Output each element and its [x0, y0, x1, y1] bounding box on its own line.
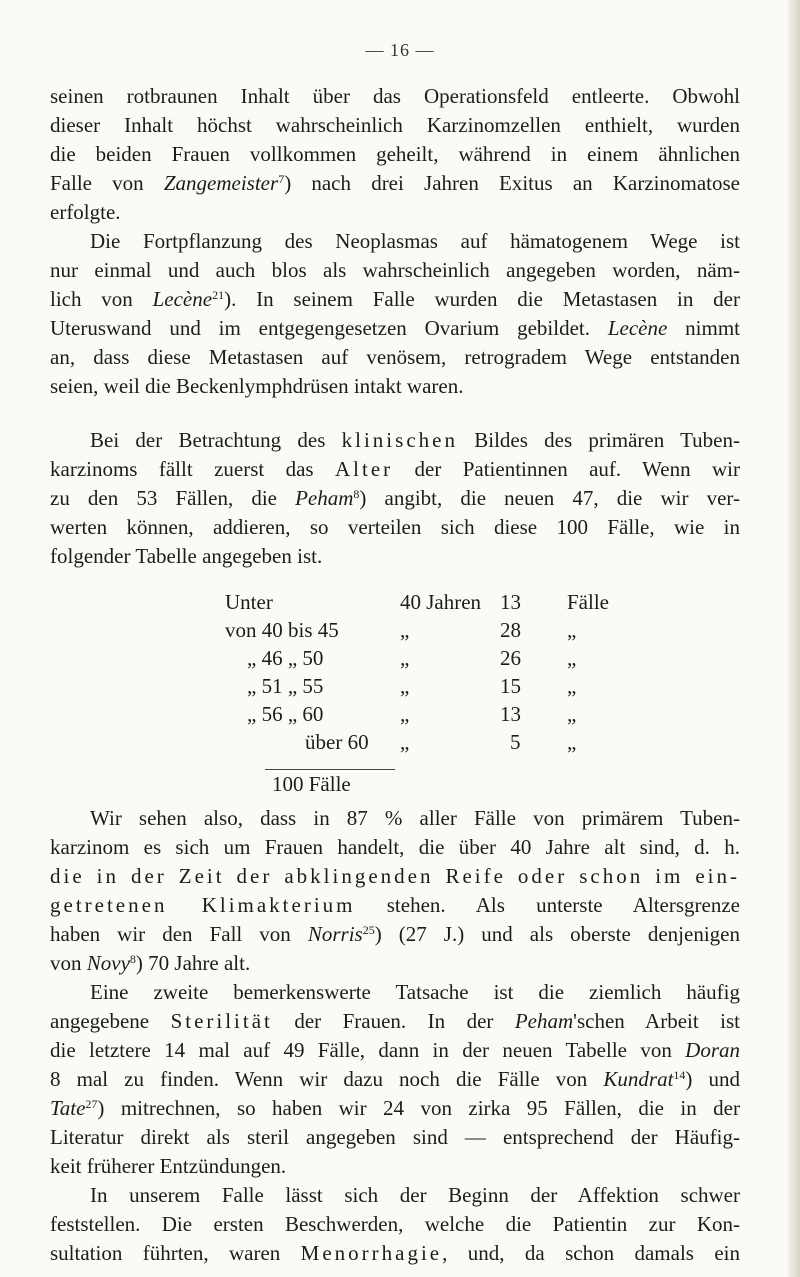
author-name: Peham [295, 486, 354, 510]
spaced-emphasis: getretenen Klimakterium [50, 893, 356, 917]
age-range-cell: von 40 bis 45 [225, 618, 339, 642]
section-clinical-text [50, 426, 740, 571]
count-cell: 13 [500, 702, 521, 726]
spaced-emphasis: Sterilität [170, 1009, 273, 1033]
author-name: Doran [685, 1038, 740, 1062]
spaced-emphasis: die in der Zeit der abklingenden Reife oder schon im ein- [50, 864, 740, 888]
section-age-sterility-text [50, 804, 740, 1268]
count-cell: 26 [500, 646, 521, 670]
reference-number: 21 [212, 288, 225, 302]
cases-cell: Fälle [567, 590, 609, 614]
unit-cell: „ [400, 702, 410, 726]
text-line: folgender Tabelle angegeben ist. [50, 544, 323, 568]
table-row [225, 674, 665, 702]
table-row [225, 590, 665, 618]
author-name: Peham [514, 1009, 574, 1033]
unit-cell: „ [400, 646, 410, 670]
reference-number: 25 [362, 923, 375, 937]
page-edge-shadow [788, 0, 800, 1277]
text-line: keit früherer Entzündungen. [50, 1154, 287, 1178]
cases-cell: „ [567, 730, 577, 754]
unit-cell: 40 Jahren [400, 590, 482, 614]
count-cell: 13 [500, 590, 521, 614]
count-cell: 5 [510, 730, 521, 754]
text-line: In unserem Falle lässt sich der Beginn der Affektion schwer [90, 1183, 740, 1207]
page-number: — 16 — [365, 40, 435, 60]
table-row [225, 702, 665, 730]
unit-cell: „ [400, 730, 410, 754]
text-line: dieser Inhalt höchst wahrscheinlich Karzinomzellen enthielt, wurden [50, 113, 740, 137]
cases-cell: „ [567, 618, 577, 642]
reference-number: 14 [673, 1068, 686, 1082]
text-line: Wir sehen also, dass in 87 % aller Fälle von primärem Tuben- [90, 806, 740, 830]
author-name: Lecène [152, 287, 213, 311]
age-range-cell: über 60 [305, 730, 369, 754]
count-cell: 28 [500, 618, 521, 642]
intro-text-block [50, 82, 740, 401]
text-line: an, dass diese Metastasen auf venösem, retrogradem Wege entstanden [50, 345, 740, 369]
count-cell: 15 [500, 674, 521, 698]
table-row [225, 646, 665, 674]
age-distribution-table [225, 590, 665, 758]
text-line: karzinom es sich um Frauen handelt, die über 40 Jahre alt sind, d. h. [50, 835, 740, 859]
text-line: Tate$^{27}$) mitrechnen, so haben wir 24 von zirka 95 Fällen, die in der [50, 1096, 740, 1120]
reference-number: 8 [129, 952, 136, 966]
unit-cell: „ [400, 674, 410, 698]
text-line: nur einmal und auch blos als wahrscheinlich angegeben worden, näm- [50, 258, 740, 282]
author-name: Norris [307, 922, 363, 946]
age-range-cell: Unter [225, 590, 273, 614]
cases-cell: „ [567, 702, 577, 726]
age-range-cell: „ 46 „ 50 [247, 646, 324, 670]
text-line: Die Fortpflanzung des Neoplasmas auf hämatogenem Wege ist [90, 229, 740, 253]
text-line: lich von Lecène$^{21}$). In seinem Falle wurden die Metastasen in der [50, 287, 740, 311]
author-name: Zangemeister [163, 171, 279, 195]
author-name: Tate [50, 1096, 86, 1120]
text-line: werten können, addieren, so verteilen sich diese 100 Fälle, wie in [50, 515, 740, 539]
cases-cell: „ [567, 646, 577, 670]
table-row [225, 618, 665, 646]
table-row [225, 730, 665, 758]
age-range-cell: „ 56 „ 60 [247, 702, 324, 726]
text-line: Uteruswand und im entgegengesetzen Ovarium gebildet. Lecène nimmt [50, 316, 740, 340]
text-line: die letztere 14 mal auf 49 Fälle, dann in der neuen Tabelle von Doran [50, 1038, 740, 1062]
author-name: Lecène [607, 316, 668, 340]
sum-rule [265, 769, 395, 770]
reference-number: 8 [353, 487, 360, 501]
text-line: feststellen. Die ersten Beschwerden, welche die Patientin zur Kon- [50, 1212, 740, 1236]
age-range-cell: „ 51 „ 55 [247, 674, 324, 698]
author-name: Kundrat [603, 1067, 674, 1091]
text-line: Bei der Betrachtung des klinischen Bildes des primären Tuben- [90, 428, 740, 452]
text-line: haben wir den Fall von Norris$^{25}$) (27 J.) und als oberste denjenigen [50, 922, 740, 946]
text-line: erfolgte. [50, 200, 121, 224]
text-line: Falle von Zangemeister$^7$) nach drei Jahren Exitus an Karzinomatose [50, 171, 740, 195]
text-line: Literatur direkt als steril angegeben sind — entsprechend der Häufig- [50, 1125, 740, 1149]
text-line: getretenen Klimakterium stehen. Als unterste Altersgrenze [50, 893, 740, 917]
author-name: Novy [86, 951, 130, 975]
unit-cell: „ [400, 618, 410, 642]
spaced-emphasis: Menorrhagie [300, 1241, 443, 1265]
table-total: 100 Fälle [272, 772, 351, 796]
text-line: von Novy$^8$) 70 Jahre alt. [50, 951, 251, 975]
cases-cell: „ [567, 674, 577, 698]
spaced-emphasis: Alter [334, 457, 394, 481]
spaced-emphasis: klinischen [341, 428, 458, 452]
reference-number: 27 [85, 1097, 98, 1111]
text-line: 8 mal zu finden. Wenn wir dazu noch die Fälle von Kundrat$^{14}$) und [50, 1067, 741, 1091]
text-line: angegebene Sterilität der Frauen. In der Peham'schen Arbeit ist [50, 1009, 741, 1033]
reference-number: 7 [278, 172, 285, 186]
text-line: seien, weil die Beckenlymphdrüsen intakt waren. [50, 374, 464, 398]
text-line: zu den 53 Fällen, die Peham$^8$) angibt, die neuen 47, die wir ver- [50, 486, 740, 510]
text-line: Eine zweite bemerkenswerte Tatsache ist die ziemlich häufig [90, 980, 740, 1004]
text-line: seinen rotbraunen Inhalt über das Operationsfeld entleerte. Obwohl [50, 84, 740, 108]
text-line: karzinoms fällt zuerst das Alter der Patientinnen auf. Wenn wir [50, 457, 740, 481]
text-line: sultation führten, waren Menorrhagie, und, da schon damals ein [50, 1241, 740, 1265]
text-line: die beiden Frauen vollkommen geheilt, während in einem ähnlichen [50, 142, 740, 166]
